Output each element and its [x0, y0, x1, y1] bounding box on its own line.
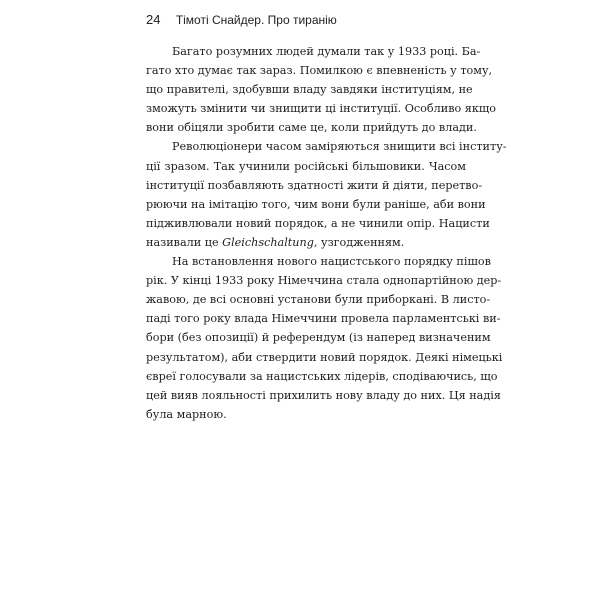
text-line: ції зразом. Так учинили російські більшовики. Часом	[146, 159, 466, 173]
text-line: рюючи на імітацію того, чим вони були раніше, аби вони	[146, 197, 486, 211]
text-line: підживлювали новий порядок, а не чинили опір. Нацисти	[146, 216, 490, 230]
text-line: Багато розумних людей думали так у 1933 році. Ба-	[172, 45, 481, 58]
text-line: була марною.	[146, 407, 227, 421]
text-line: жавою, де всі основні установи були приборкані. В листо-	[146, 293, 491, 307]
text-fragment: називали це	[146, 235, 223, 249]
body-text	[146, 42, 507, 424]
text-line: рік. У кінці 1933 року Німеччина стала однопартійною дер-	[146, 274, 502, 288]
text-line-mixed	[146, 233, 466, 252]
paragraph-3	[146, 252, 503, 424]
paragraph-1	[146, 42, 496, 137]
text-line: бори (без опозиції) й референдум (із наперед визначеним	[146, 331, 491, 345]
running-title: Тімоті Снайдер. Про тиранію	[175, 13, 337, 27]
text-line: євреї голосували за нацистських лідерів, сподіваючись, що	[146, 369, 498, 383]
text-line: зможуть змінити чи знищити ці інституції. Особливо якщо	[146, 102, 496, 116]
text-line: Революціонери часом заміряються знищити всі інститу-	[172, 140, 507, 154]
text-line: інституції позбавляють здатності жити й діяти, перетво-	[146, 178, 483, 192]
text-line: На встановлення нового нацистського порядку пішов	[172, 255, 491, 269]
text-line: паді того року влада Німеччини провела парламентські ви-	[146, 312, 501, 326]
text-line: результатом), аби ствердити новий порядок. Деякі німецькі	[146, 350, 503, 364]
paragraph-2	[146, 137, 507, 252]
text-line: гато хто думає так зараз. Помилкою є впевненість у тому,	[146, 64, 493, 78]
text-line: цей вияв лояльності прихилить нову владу до них. Ця надія	[146, 388, 501, 402]
running-header	[146, 12, 337, 27]
text-fragment: , узгодженням.	[313, 235, 405, 249]
foreign-term: Gleichschaltung	[222, 235, 314, 249]
page-number: 24	[146, 12, 161, 27]
text-line: що правителі, здобувши владу завдяки інституціям, не	[146, 83, 473, 97]
text-line: вони обіцяли зробити саме це, коли прийдуть до влади.	[146, 121, 477, 135]
